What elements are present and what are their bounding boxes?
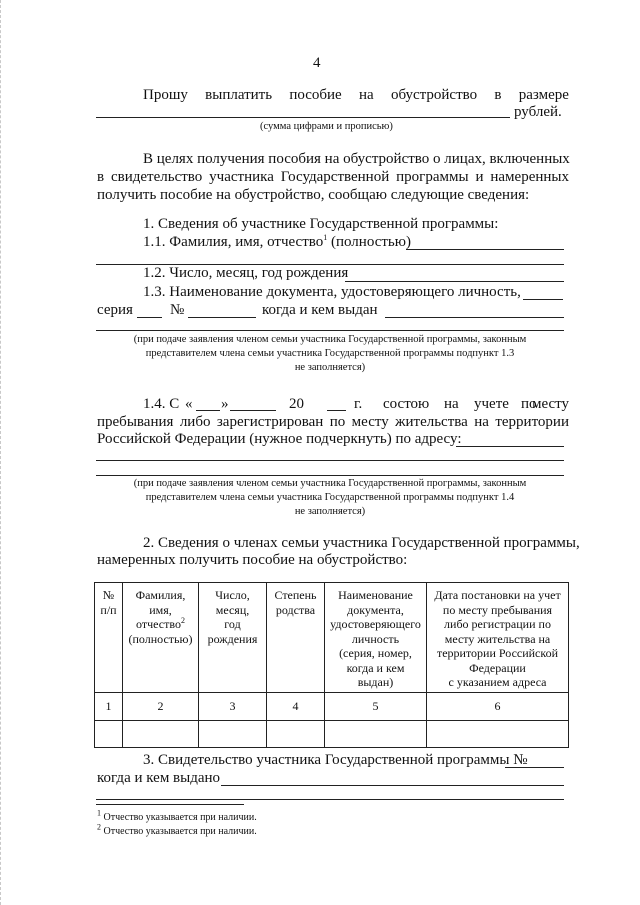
address-field-cont-1[interactable] <box>96 460 564 461</box>
table-cell[interactable] <box>267 721 325 748</box>
footnote-ref-2: 2 <box>180 616 185 625</box>
footnote-separator <box>96 804 244 805</box>
request-word: выплатить <box>205 87 273 103</box>
issued-by-label: когда и кем выдан <box>262 302 378 318</box>
column-number: 4 <box>267 693 325 721</box>
address-field-cont-2[interactable] <box>96 475 564 476</box>
column-number: 6 <box>427 693 569 721</box>
request-word: на <box>359 87 374 103</box>
footnote-ref-1: 1 <box>323 233 328 242</box>
footnote-2: $^2$ Отчество указывается при наличии. <box>97 822 257 837</box>
table-cell[interactable] <box>427 721 569 748</box>
full-name-label: 1.1. Фамилия, имя, отчество$^1$ (полностью) <box>143 233 411 250</box>
reg-day-field[interactable] <box>196 410 220 411</box>
header-registration: Дата постановки на учет по месту пребывания либо регистрации по месту жительства на территории Российской Федерации с указанием адреса <box>427 583 569 693</box>
note-1-3-line-1: (при подаче заявления членом семьи участника Государственной программы, законным <box>133 334 527 345</box>
full-name-field[interactable] <box>406 249 564 250</box>
address-field[interactable] <box>456 446 564 447</box>
note-1-3-line-2: представителем члена семьи участника Государственной программы подпункт 1.3 <box>145 348 515 359</box>
certificate-number-field[interactable] <box>505 767 564 768</box>
column-number: 3 <box>199 693 267 721</box>
note-1-4-line-1: (при подаче заявления членом семьи участника Государственной программы, законным <box>133 478 527 489</box>
issued-by-field[interactable] <box>385 317 564 318</box>
birth-date-label: 1.2. Число, месяц, год рождения <box>143 265 349 281</box>
request-line <box>143 87 569 104</box>
note-1-4-line-2: представителем члена семьи участника Государственной программы подпункт 1.4 <box>145 492 515 503</box>
request-word: Прошу <box>143 87 188 103</box>
birth-date-field[interactable] <box>345 281 564 282</box>
series-label: серия <box>97 302 133 318</box>
intro-line-1: В целях получения пособия на обустройство о лицах, включенных <box>143 151 570 167</box>
header-document: Наименование документа, удостоверяющего личность (серия, номер, когда и кем выдан) <box>325 583 427 693</box>
table-cell[interactable] <box>199 721 267 748</box>
table-cell[interactable] <box>123 721 199 748</box>
column-number: 2 <box>123 693 199 721</box>
header-birth-date: Число, месяц, год рождения <box>199 583 267 693</box>
reg-month-field[interactable] <box>230 410 276 411</box>
page-edge <box>0 0 2 905</box>
request-word: обустройство <box>390 87 478 103</box>
note-1-3-line-3: не заполняется) <box>294 362 366 373</box>
section2-heading-2: намеренных получить пособие на обустройство: <box>97 552 408 568</box>
amount-hint: (сумма цифрами и прописью) <box>260 121 393 132</box>
page-number: 4 <box>313 55 321 71</box>
certificate-issued-field-cont[interactable] <box>96 799 564 800</box>
table-cell[interactable] <box>325 721 427 748</box>
table-header-row <box>95 583 569 693</box>
reg-year-field[interactable] <box>327 410 346 411</box>
header-full-name: Фамилия, имя, отчество$^2$ (полностью) <box>123 583 199 693</box>
certificate-label: 3. Свидетельство участника Государственной программы № <box>143 752 528 768</box>
rubles-label: рублей. <box>514 104 562 120</box>
table-cell[interactable] <box>95 721 123 748</box>
reg-line-3: Российской Федерации (нужное подчеркнуть) по адресу: <box>97 431 462 447</box>
request-word: размере <box>518 87 569 103</box>
request-word: в <box>494 87 502 103</box>
issued-by-field-cont[interactable] <box>96 330 564 331</box>
certificate-issued-field[interactable] <box>221 785 564 786</box>
column-number: 1 <box>95 693 123 721</box>
column-number: 5 <box>325 693 427 721</box>
reg-line-1: 1.4. С « » 20 г. состою на учете по месту <box>143 396 569 412</box>
certificate-issued-label: когда и кем выдано <box>97 770 221 786</box>
table-row[interactable] <box>95 721 569 748</box>
intro-line-2: в свидетельство участника Государственной программы и намеренных <box>97 169 569 185</box>
id-document-label: 1.3. Наименование документа, удостоверяющего личность, <box>143 284 521 300</box>
footnote-1: $^1$ Отчество указывается при наличии. <box>97 808 257 823</box>
header-number: № п/п <box>95 583 123 693</box>
number-label: № <box>170 302 185 318</box>
series-field[interactable] <box>137 317 162 318</box>
table-column-numbers-row <box>95 693 569 721</box>
section1-heading: 1. Сведения об участнике Государственной программы: <box>143 216 499 232</box>
family-members-table <box>94 582 569 748</box>
request-word: пособие <box>289 87 342 103</box>
header-relation: Степень родства <box>267 583 325 693</box>
amount-field[interactable] <box>96 117 510 118</box>
id-document-field[interactable] <box>523 299 563 300</box>
intro-line-3: получить пособие на обустройство, сообщаю следующие сведения: <box>97 187 530 203</box>
note-1-4-line-3: не заполняется) <box>294 506 366 517</box>
section2-heading-1: 2. Сведения о членах семьи участника Государственной программы, <box>143 535 580 551</box>
reg-line-2: пребывания либо зарегистрирован по месту жительства на территории <box>97 414 569 430</box>
number-field[interactable] <box>188 317 256 318</box>
